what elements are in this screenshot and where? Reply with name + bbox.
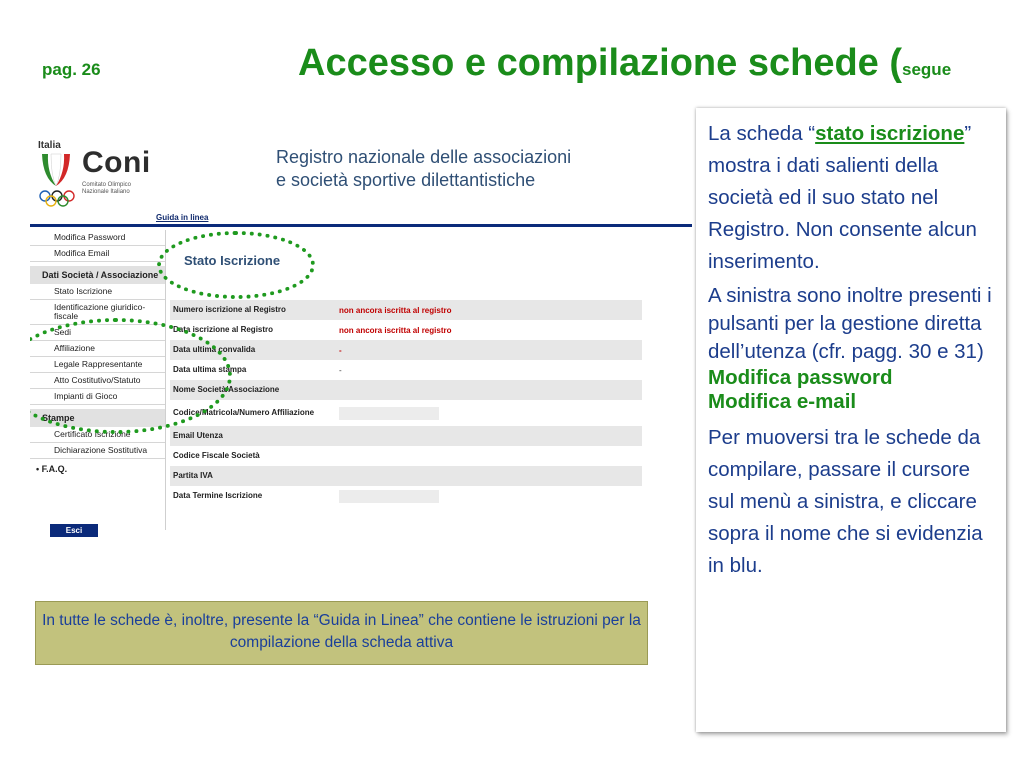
row-label: Numero iscrizione al Registro [173,305,286,314]
sidebar-item-modifica-email[interactable]: Modifica Email [30,246,165,262]
row-label: Partita IVA [173,471,213,480]
header-rule [30,224,692,227]
panel-p1-after: ” mostra i dati salienti della società ed il suo stato nel Registro. Non consente alcun inserimento. [708,122,977,273]
registry-title-line-1: Registro nazionale delle associazioni [276,147,572,167]
row-value-box [339,407,439,420]
row-label: Data ultima stampa [173,365,247,374]
sidebar-item-modifica-password[interactable]: Modifica Password [30,230,165,246]
exit-button[interactable]: Esci [50,524,98,537]
row-value: non ancora iscritta al registro [339,325,452,335]
registry-title [276,146,656,192]
sidebar-item-impianti[interactable]: Impianti di Gioco [30,389,165,405]
table-row [170,400,642,426]
logo-country: Italia [38,140,61,151]
table-row [170,380,642,400]
explanation-panel [696,108,1006,732]
sidebar-section-stampe: Stampe [30,409,165,427]
sidebar-item-identificazione[interactable]: Identificazione giuridico-fiscale [30,300,165,325]
row-label: Data iscrizione al Registro [173,325,274,334]
row-value: - [339,345,342,355]
table-row [170,320,642,340]
sidebar-item-dichiarazione[interactable]: Dichiarazione Sostitutiva [30,443,165,459]
guide-link[interactable]: Guida in linea [156,213,209,222]
row-label: Data ultima convalida [173,345,256,354]
slide-title-suffix: segue [902,60,952,79]
table-row [170,340,642,360]
panel-p1-before: La scheda “ [708,122,816,145]
content-title: Stato Iscrizione [184,253,281,268]
highlight-oval-stato [157,231,315,299]
panel-paragraph-1 [708,118,992,278]
row-value: non ancora iscritta al registro [339,305,452,315]
sidebar-item-sedi[interactable]: Sedi [30,325,165,341]
registry-title-line-2: e società sportive dilettantistiche [276,170,536,190]
sidebar-section-societa: Dati Società / Associazione [30,266,165,284]
table-row [170,300,642,320]
panel-link-email: Modifica e-mail [708,390,857,413]
row-label: Codice/Matricola/Numero Affiliazione [173,408,315,417]
slide-title-main: Accesso e compilazione schede ( [298,42,903,84]
guide-note: In tutte le schede è, inoltre, presente la “Guida in Linea” che contiene le istruzioni per la compilazione della scheda attiva [35,601,648,665]
registry-screenshot [30,120,692,540]
row-value-box [339,490,439,503]
sidebar-item-stato-iscrizione[interactable]: Stato Iscrizione [30,284,165,300]
table-row [170,486,642,506]
row-label: Data Termine Iscrizione [173,491,263,500]
panel-paragraph-3: Per muoversi tra le schede da compilare, passare il cursore sul menù a sinistra, e cliccare sopra il nome che si evidenzia in blu. [708,426,983,577]
table-row [170,466,642,486]
status-table [170,300,642,506]
italian-flag-icon [38,152,74,188]
sidebar-item-affiliazione[interactable]: Affiliazione [30,341,165,357]
panel-paragraph-2: A sinistra sono inoltre presenti i pulsanti per la gestione diretta dell’utenza (cfr. pagg. 30 e 31) [708,284,992,363]
sidebar-item-certificato[interactable]: Certificato Iscrizione [30,427,165,443]
table-row [170,446,642,466]
faq-label: F.A.Q. [41,464,68,474]
row-label: Codice Fiscale Società [173,451,260,460]
page-number: pag. 26 [42,60,101,79]
row-label: Nome Società/Associazione [173,385,280,394]
logo-subtitle: Comitato Olimpico Nazionale Italiano [82,182,132,195]
slide-title [298,42,951,85]
row-label: Email Utenza [173,431,223,440]
olympic-rings-icon [38,190,76,208]
row-value: - [339,365,342,375]
coni-logo [36,140,156,210]
logo-wordmark: Coni [82,146,151,179]
panel-link-password: Modifica password [708,366,893,389]
sidebar-item-faq[interactable]: • F.A.Q. [36,464,68,474]
table-row [170,360,642,380]
sidebar-item-atto-costitutivo[interactable]: Atto Costitutivo/Statuto [30,373,165,389]
sidebar-item-legale-rappresentante[interactable]: Legale Rappresentante [30,357,165,373]
table-row [170,426,642,446]
panel-p1-highlight: stato iscrizione [815,122,965,145]
